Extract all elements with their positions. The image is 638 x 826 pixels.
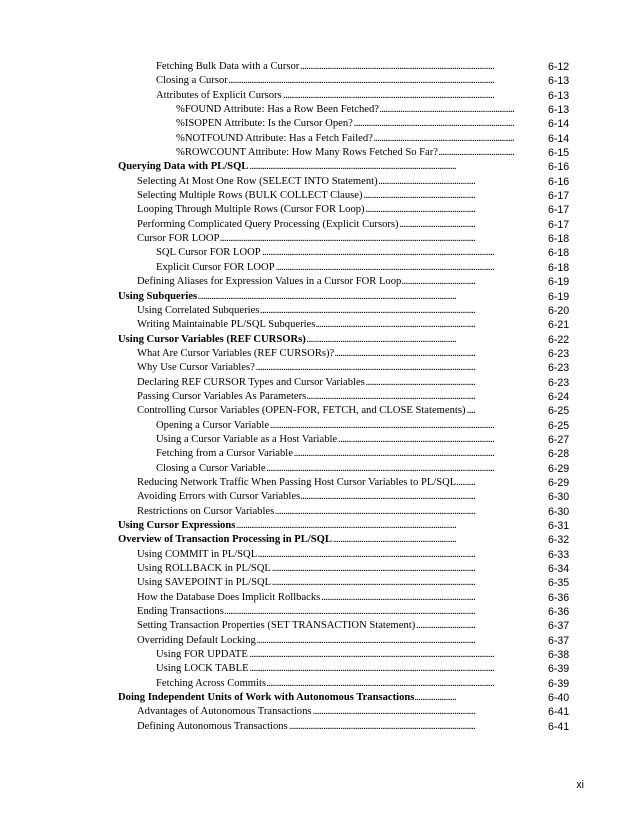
toc-leader-dots <box>137 490 542 504</box>
toc-entry-title[interactable]: Controlling Cursor Variables (OPEN-FOR, FETCH, and CLOSE Statements) <box>137 405 466 417</box>
toc-page-number[interactable]: 6-18 <box>548 233 570 246</box>
toc-entry-title[interactable]: Ending Transactions <box>137 606 224 618</box>
toc-page-number[interactable]: 6-14 <box>548 132 570 145</box>
toc-entry[interactable] <box>0 404 638 418</box>
toc-entry[interactable] <box>0 203 638 217</box>
toc-page-number[interactable]: 6-17 <box>548 218 570 231</box>
toc-entry-title[interactable]: Querying Data with PL/SQL <box>118 161 249 173</box>
toc-entry-title[interactable]: Attributes of Explicit Cursors <box>156 89 282 101</box>
toc-page-number[interactable]: 6-27 <box>548 433 570 446</box>
toc-leader-dots <box>137 476 542 490</box>
toc-leader-dots <box>137 591 542 605</box>
toc-page-number[interactable]: 6-37 <box>548 620 570 633</box>
toc-page-number[interactable]: 6-17 <box>548 204 570 217</box>
toc-entry[interactable] <box>0 290 638 304</box>
toc-entry-title[interactable]: Defining Aliases for Expression Values in a Cursor FOR Loop <box>137 276 402 288</box>
toc-leader-dots <box>156 89 542 103</box>
toc-entry-title[interactable]: %NOTFOUND Attribute: Has a Fetch Failed? <box>176 132 373 144</box>
toc-entry-title[interactable]: Using a Cursor Variable as a Host Variable <box>156 433 338 445</box>
toc-entry[interactable] <box>0 189 638 203</box>
toc-page-number[interactable]: 6-16 <box>548 175 570 188</box>
toc-page-number[interactable]: 6-15 <box>548 147 570 160</box>
toc-leader-dots <box>137 275 542 289</box>
toc-entry-title[interactable]: How the Database Does Implicit Rollbacks <box>137 591 321 603</box>
toc-leader-dots <box>118 333 542 347</box>
toc-entry[interactable] <box>0 705 638 719</box>
toc-page-number[interactable]: 6-18 <box>548 247 570 260</box>
toc-leader-dots <box>137 318 542 332</box>
toc-entry[interactable] <box>0 691 638 705</box>
toc-leader-dots <box>176 132 542 146</box>
toc-leader-dots <box>176 146 542 160</box>
toc-entry[interactable] <box>0 318 638 332</box>
toc-page-number[interactable]: 6-32 <box>548 534 570 547</box>
toc-entry[interactable] <box>0 175 638 189</box>
toc-page-number[interactable]: 6-29 <box>548 462 570 475</box>
toc-entry[interactable] <box>0 462 638 476</box>
toc-entry-title[interactable]: Performing Complicated Query Processing (Explicit Cursors) <box>137 218 399 230</box>
toc-entry[interactable] <box>0 548 638 562</box>
toc-entry[interactable] <box>0 562 638 576</box>
toc-entry[interactable] <box>0 246 638 260</box>
toc-entry[interactable] <box>0 677 638 691</box>
toc-leader-dots <box>176 117 542 131</box>
toc-entry-title[interactable]: Opening a Cursor Variable <box>156 419 270 431</box>
toc-entry[interactable] <box>0 117 638 131</box>
toc-page-number[interactable]: 6-41 <box>548 706 570 719</box>
toc-entry-title[interactable]: SQL Cursor FOR LOOP <box>156 247 261 259</box>
toc-entry[interactable] <box>0 648 638 662</box>
toc-entry-title[interactable]: Looping Through Multiple Rows (Cursor FOR Loop) <box>137 204 365 216</box>
toc-entry[interactable] <box>0 347 638 361</box>
toc-entry-title[interactable]: Advantages of Autonomous Transactions <box>137 706 312 718</box>
toc-entry[interactable] <box>0 419 638 433</box>
toc-entry[interactable] <box>0 132 638 146</box>
toc-entry[interactable] <box>0 304 638 318</box>
toc-entry[interactable] <box>0 662 638 676</box>
toc-entry-title[interactable]: Writing Maintainable PL/SQL Subqueries <box>137 319 316 331</box>
toc-entry-title[interactable]: Using SAVEPOINT in PL/SQL <box>137 577 272 589</box>
toc-entry[interactable] <box>0 619 638 633</box>
toc-entry[interactable] <box>0 605 638 619</box>
toc-leader-dots <box>118 290 542 304</box>
toc-leader-dots <box>137 705 542 719</box>
toc-leader-dots <box>137 376 542 390</box>
toc-page-number[interactable]: 6-13 <box>548 89 570 102</box>
toc-page-number[interactable]: 6-41 <box>548 720 570 733</box>
toc-page-number[interactable]: 6-13 <box>548 104 570 117</box>
toc-entry[interactable] <box>0 103 638 117</box>
toc-entry-title[interactable]: Fetching Bulk Data with a Cursor <box>156 61 300 72</box>
toc-entry[interactable] <box>0 505 638 519</box>
toc-entry[interactable] <box>0 519 638 533</box>
toc-entry-title[interactable]: Why Use Cursor Variables? <box>137 362 255 374</box>
toc-entry[interactable] <box>0 361 638 375</box>
toc-leader-dots <box>156 662 542 676</box>
toc-leader-dots <box>118 691 542 705</box>
toc-leader-dots <box>156 74 542 88</box>
toc-leader-dots <box>137 390 542 404</box>
toc-page-number[interactable]: 6-25 <box>548 419 570 432</box>
toc-page-number[interactable]: 6-19 <box>548 276 570 289</box>
toc-leader-dots <box>176 103 542 117</box>
toc-leader-dots <box>137 562 542 576</box>
toc-page-number[interactable]: 6-37 <box>548 634 570 647</box>
toc-entry-title[interactable]: Selecting Multiple Rows (BULK COLLECT Clause) <box>137 190 363 202</box>
toc-entry-title[interactable]: Restrictions on Cursor Variables <box>137 505 275 517</box>
toc-entry[interactable] <box>0 634 638 648</box>
toc-entry-title[interactable]: Passing Cursor Variables As Parameters <box>137 390 307 402</box>
toc-entry-title[interactable]: %ROWCOUNT Attribute: How Many Rows Fetched So Far? <box>176 147 438 159</box>
toc-leader-dots <box>156 648 542 662</box>
toc-leader-dots <box>156 677 542 691</box>
toc-entry[interactable] <box>0 376 638 390</box>
toc-entry[interactable] <box>0 720 638 734</box>
toc-entry-title[interactable]: Using Correlated Subqueries <box>137 304 260 316</box>
toc-leader-dots <box>137 203 542 217</box>
toc-entry-title[interactable]: Using Subqueries <box>118 290 198 302</box>
toc-page-number[interactable]: 6-12 <box>548 61 570 73</box>
toc-entry-title[interactable]: Reducing Network Traffic When Passing Host Cursor Variables to PL/SQL <box>137 476 457 488</box>
toc-page-number[interactable]: 6-36 <box>548 591 570 604</box>
toc-entry[interactable] <box>0 261 638 275</box>
toc-entry[interactable] <box>0 333 638 347</box>
toc-entry-title[interactable]: Using Cursor Expressions <box>118 520 236 531</box>
toc-entry[interactable] <box>0 490 638 504</box>
toc-entry-title[interactable]: Doing Independent Units of Work with Autonomous Transactions <box>118 692 415 704</box>
toc-page-number[interactable]: 6-25 <box>548 405 570 418</box>
toc-page-number[interactable]: 6-28 <box>548 448 570 461</box>
toc-leader-dots <box>156 433 542 447</box>
toc-page-number[interactable]: 6-29 <box>548 476 570 489</box>
toc-leader-dots <box>137 619 542 633</box>
toc-entry[interactable] <box>0 447 638 461</box>
toc-page-number[interactable]: 6-31 <box>548 520 570 532</box>
toc-leader-dots <box>137 404 542 418</box>
toc-page-number[interactable]: 6-36 <box>548 606 570 619</box>
toc-entry[interactable] <box>0 576 638 590</box>
toc-page-number[interactable]: 6-39 <box>548 663 570 676</box>
toc-leader-dots <box>137 347 542 361</box>
toc-entry-title[interactable]: What Are Cursor Variables (REF CURSORs)? <box>137 347 335 359</box>
toc-leader-dots <box>137 189 542 203</box>
toc-entry[interactable] <box>0 390 638 404</box>
toc-entry-title[interactable]: Cursor FOR LOOP <box>137 233 220 245</box>
toc-leader-dots <box>118 519 542 533</box>
toc-leader-dots <box>137 634 542 648</box>
toc-leader-dots <box>137 548 542 562</box>
toc-entry-title[interactable]: Setting Transaction Properties (SET TRANSACTION Statement) <box>137 620 416 632</box>
toc-page-number[interactable]: 6-21 <box>548 319 570 332</box>
toc-entry[interactable] <box>0 60 638 74</box>
toc-entry-title[interactable]: Using COMMIT in PL/SQL <box>137 548 258 560</box>
toc-entry[interactable] <box>0 218 638 232</box>
toc-page-number[interactable]: 6-40 <box>548 692 570 705</box>
toc-leader-dots <box>137 505 542 519</box>
toc-leader-dots <box>137 720 542 734</box>
toc-entry-title[interactable]: Using ROLLBACK in PL/SQL <box>137 563 271 575</box>
toc-entry-title[interactable]: Fetching from a Cursor Variable <box>156 448 293 460</box>
toc-entry-title[interactable]: Closing a Cursor Variable <box>156 462 266 474</box>
toc-entry[interactable] <box>0 591 638 605</box>
toc-page-number[interactable]: 6-23 <box>548 362 570 375</box>
toc-page-number[interactable]: 6-22 <box>548 333 570 346</box>
toc-leader-dots <box>137 576 542 590</box>
toc-leader-dots <box>137 605 542 619</box>
toc-page-number[interactable]: 6-34 <box>548 563 570 576</box>
toc-leader-dots <box>118 533 542 547</box>
toc-page-number[interactable]: 6-35 <box>548 577 570 590</box>
toc-entry[interactable] <box>0 533 638 547</box>
toc-entry[interactable] <box>0 74 638 88</box>
toc-leader-dots <box>137 232 542 246</box>
toc-entry-title[interactable]: Selecting At Most One Row (SELECT INTO Statement) <box>137 175 378 187</box>
toc-entry[interactable] <box>0 476 638 490</box>
toc-leader-dots <box>156 60 542 74</box>
toc-entry-title[interactable]: Closing a Cursor <box>156 75 228 87</box>
toc-entry[interactable] <box>0 232 638 246</box>
toc-page-number[interactable]: 6-17 <box>548 190 570 203</box>
toc-page-number[interactable]: 6-14 <box>548 118 570 131</box>
toc-leader-dots <box>118 160 542 174</box>
toc-entry-title[interactable]: Defining Autonomous Transactions <box>137 720 288 732</box>
toc-entry-title[interactable]: Using Cursor Variables (REF CURSORs) <box>118 333 306 345</box>
toc-page-number[interactable]: 6-30 <box>548 491 570 504</box>
toc-page-number[interactable]: 6-18 <box>548 261 570 274</box>
toc-entry[interactable] <box>0 275 638 289</box>
toc-entry-title[interactable]: Declaring REF CURSOR Types and Cursor Variables <box>137 376 365 388</box>
toc-leader-dots <box>156 419 542 433</box>
toc-entry-title[interactable]: Overriding Default Locking <box>137 634 256 646</box>
toc-entry-title[interactable]: %FOUND Attribute: Has a Row Been Fetched? <box>176 104 380 116</box>
toc-leader-dots <box>156 462 542 476</box>
toc-page-number[interactable]: 6-16 <box>548 161 570 174</box>
toc-page-number[interactable]: 6-23 <box>548 376 570 389</box>
toc-entry-title[interactable]: Using LOCK TABLE <box>156 663 249 675</box>
toc-entry[interactable] <box>0 433 638 447</box>
table-of-contents <box>0 60 638 734</box>
toc-leader-dots <box>156 447 542 461</box>
toc-page-number[interactable]: 6-38 <box>548 649 570 662</box>
toc-leader-dots <box>137 361 542 375</box>
toc-leader-dots <box>156 246 542 260</box>
toc-page-number[interactable]: 6-39 <box>548 677 570 690</box>
toc-leader-dots <box>137 175 542 189</box>
toc-entry[interactable] <box>0 160 638 174</box>
toc-leader-dots <box>137 304 542 318</box>
toc-page-number[interactable]: 6-23 <box>548 347 570 360</box>
toc-entry-title[interactable]: Using FOR UPDATE <box>156 649 248 661</box>
toc-entry-title[interactable]: Fetching Across Commits <box>156 677 267 689</box>
toc-page-number[interactable]: 6-19 <box>548 290 570 303</box>
toc-entry-title[interactable]: %ISOPEN Attribute: Is the Cursor Open? <box>176 118 353 130</box>
toc-page-number[interactable]: 6-20 <box>548 304 570 317</box>
page-folio: xi <box>576 779 584 791</box>
toc-entry[interactable] <box>0 89 638 103</box>
toc-leader-dots <box>156 261 542 275</box>
toc-entry[interactable] <box>0 146 638 160</box>
toc-page-number[interactable]: 6-33 <box>548 548 570 561</box>
toc-entry-title[interactable]: Avoiding Errors with Cursor Variables <box>137 491 301 503</box>
toc-entry-title[interactable]: Explicit Cursor FOR LOOP <box>156 261 275 273</box>
toc-leader-dots <box>137 218 542 232</box>
toc-entry-title[interactable]: Overview of Transaction Processing in PL/SQL <box>118 534 332 546</box>
toc-page-number[interactable]: 6-30 <box>548 505 570 518</box>
toc-page-number[interactable]: 6-13 <box>548 75 570 88</box>
toc-page-number[interactable]: 6-24 <box>548 390 570 403</box>
